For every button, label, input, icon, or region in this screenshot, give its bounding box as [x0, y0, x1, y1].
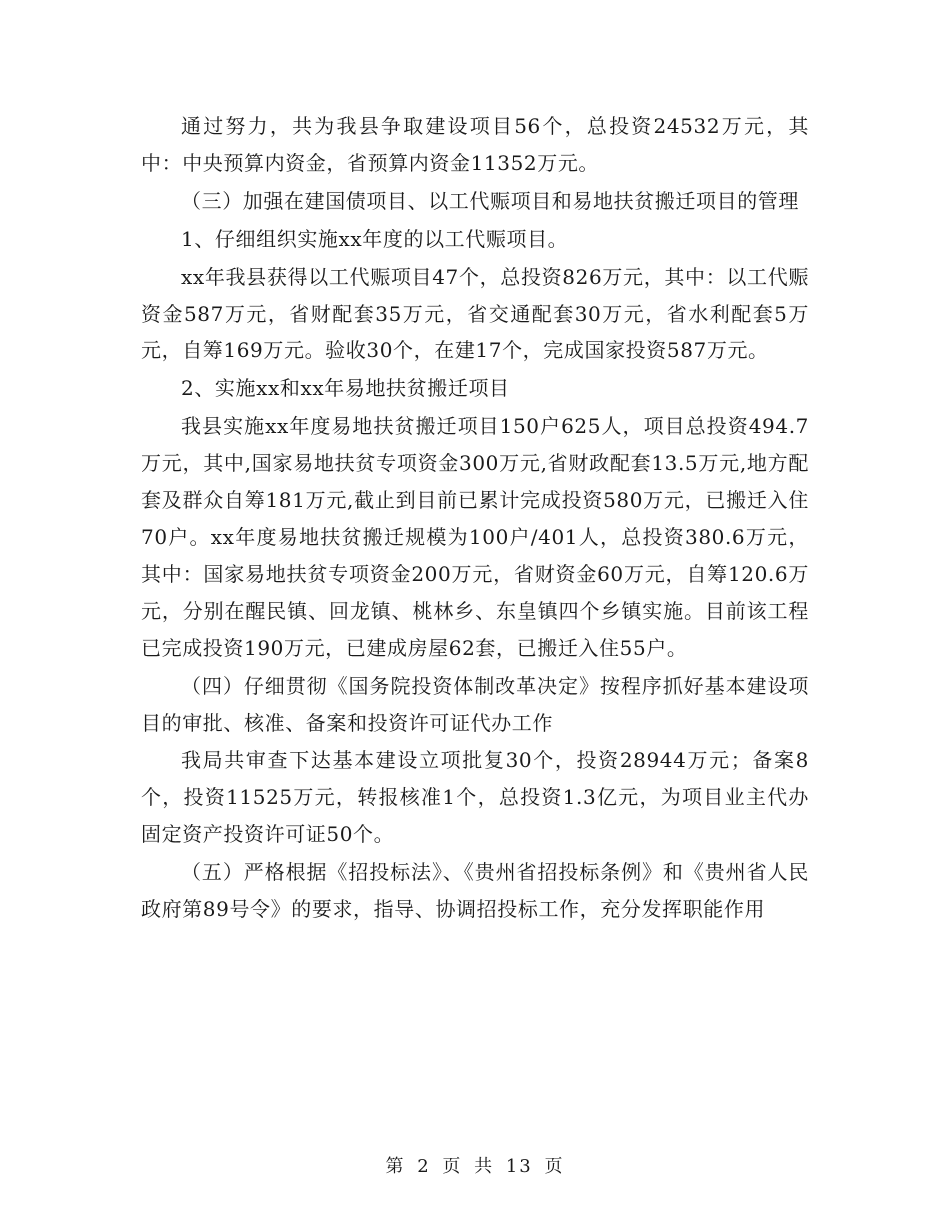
- subheading-relocation: 2、实施xx和xx年易地扶贫搬迁项目: [181, 376, 510, 401]
- section-heading-5: （五）严格根据《招投标法》、《贵州省招投标条例》和《贵州省人民政府第89号令》的要求，指导、协调招投标工作，充分发挥职能作用: [141, 860, 809, 922]
- paragraph-relocation: 我县实施xx年度易地扶贫搬迁项目150户625人，项目总投资494.7万元，其中,国家易地扶贫专项资金300万元,省财政配套13.5万元,地方配套及群众自筹181万元,截止到目前已累计完成投资580万元，已搬迁入住70户。xx年度易地扶贫搬迁规模为100户/401人，总投资380.6万元，其中：国家易地扶贫专项资金200万元，省财资金60万元，自筹120.6万元，分别在醒民镇、回龙镇、桃林乡、东皇镇四个乡镇实施。目前该工程已完成投资190万元，已建成房屋62套，已搬迁入住55户。: [141, 414, 809, 660]
- section-heading-3: （三）加强在建国债项目、以工代赈项目和易地扶贫搬迁项目的管理: [181, 188, 799, 213]
- document-body: [141, 108, 809, 929]
- subheading-work-relief: 1、仔细组织实施xx年度的以工代赈项目。: [181, 226, 569, 251]
- paragraph-approvals: 我局共审查下达基本建设立项批复30个，投资28944万元；备案8个，投资11525万元，转报核准1个，总投资1.3亿元，为项目业主代办固定资产投资许可证50个。: [141, 748, 809, 847]
- paragraph-work-relief: xx年我县获得以工代赈项目47个，总投资826万元，其中：以工代赈资金587万元，省财配套35万元，省交通配套30万元，省水利配套5万元，自筹169万元。验收30个，在建17个，完成国家投资587万元。: [141, 264, 809, 363]
- section-heading-4: （四）仔细贯彻《国务院投资体制改革决定》按程序抓好基本建设项目的审批、核准、备案和投资许可证代办工作: [141, 673, 809, 735]
- paragraph-investment-summary: 通过努力，共为我县争取建设项目56个，总投资24532万元，其中：中央预算内资金，省预算内资金11352万元。: [141, 114, 809, 175]
- page-number-footer: 第 2 页 共 13 页: [385, 1156, 565, 1177]
